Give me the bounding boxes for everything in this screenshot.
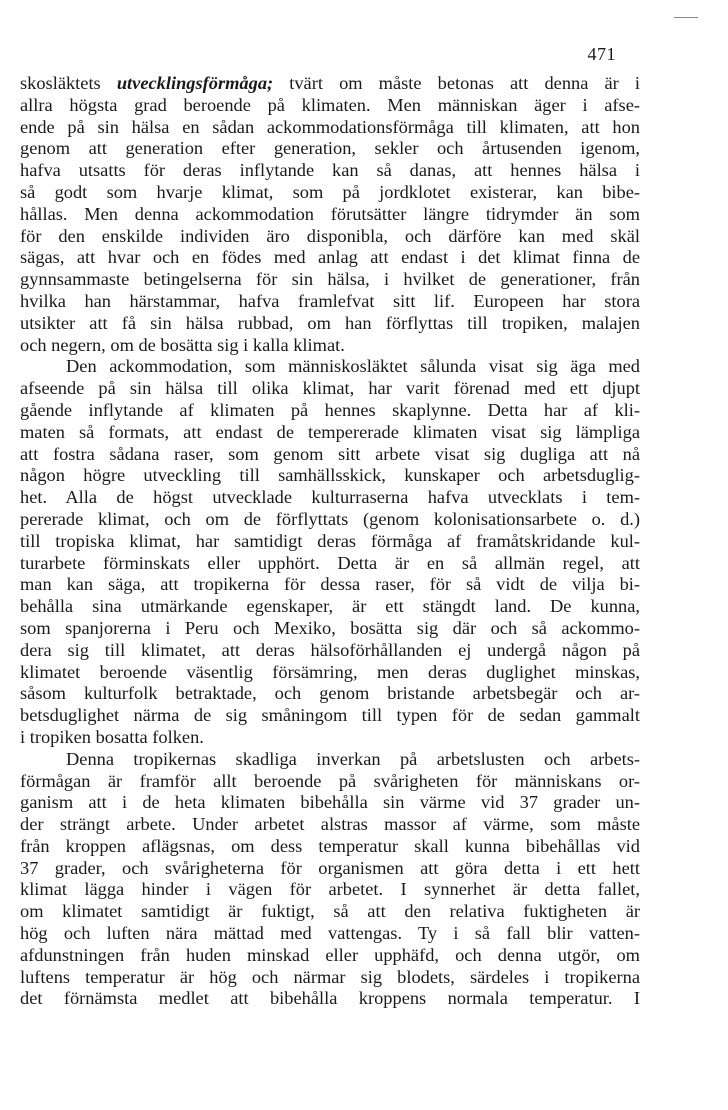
text-line: till tropiska klimat, har samtidigt deras förmåga af framåtskridande kul- xyxy=(20,530,640,551)
text-line: hög och luften nära mättad med vattengas. Ty i så fall blir vatten- xyxy=(20,923,640,944)
text-line: om klimatet samtidigt är fuktigt, så att den relativa fuktigheten är xyxy=(20,901,640,922)
paragraph-end-line: i tropiken bosatta folken. xyxy=(20,726,204,747)
text-line: hvilka han härstammar, hafva framlefvat sitt lif. Europeen har stora xyxy=(20,290,640,311)
text-line: som spanjorerna i Peru och Mexiko, bosätta sig där och så ackommo- xyxy=(20,617,640,638)
paragraph-start-line: Den ackommodation, som människosläktet sålunda visat sig äga med xyxy=(66,356,640,377)
text-line: ganism att i de heta klimaten bibehålla sin värme vid 37 grader un- xyxy=(20,792,640,813)
text-line: luftens temperatur är hög och närmar sig blodets, särdeles i tropikerna xyxy=(20,966,640,987)
text-line: förmågan är framför allt beroende på svårigheten för människans or- xyxy=(20,770,640,791)
text-line: der strängt arbete. Under arbetet alstras massor af värme, som måste xyxy=(20,814,640,835)
text-line: allra högsta grad beroende på klimaten. Men människan äger i afse- xyxy=(20,94,640,115)
text-line: hållas. Men denna ackommodation förutsätter längre tidrymder än som xyxy=(20,203,640,224)
text-line: från kroppen aflägsnas, om dess temperatur skall kunna bibehållas vid xyxy=(20,835,640,856)
paragraph-end-line: och negern, om de bosätta sig i kalla klimat. xyxy=(20,334,345,355)
text-line: så godt som hvarje klimat, som på jordklotet existerar, kan bibe- xyxy=(20,181,640,202)
text-line: hafva utsatts för deras inflytande kan så danas, att hennes hälsa i xyxy=(20,160,640,181)
text-line: såsom kulturfolk betraktade, och genom bristande arbetsbegär och ar- xyxy=(20,683,640,704)
text-line: man kan säga, att tropikerna för dessa raser, för så vidt de vilja bi- xyxy=(20,574,640,595)
text-line: het. Alla de högst utvecklade kulturraserna hafva utvecklats i tem- xyxy=(20,487,640,508)
text-line: klimatet beroende väsentlig försämring, men deras duglighet minskas, xyxy=(20,661,640,682)
text-line: utsikter att få sin hälsa rubbad, om han förflyttas till tropiken, malajen xyxy=(20,312,640,333)
text-line: klimat lägga hinder i vägen för arbetet. I synnerhet är detta fallet, xyxy=(20,879,640,900)
text-line: pererade klimat, och om de förflyttats (genom kolonisationsarbete o. d.) xyxy=(20,508,640,529)
text-line: turarbete förminskats eller upphört. Detta är en så allmän regel, att xyxy=(20,552,640,573)
text-line: 37 grader, och svårigheterna för organismen att göra detta i ett hett xyxy=(20,857,640,878)
text-line: afseende på sin hälsa till olika klimat, har varit förenad med ett djupt xyxy=(20,378,640,399)
text-line: maten så formats, att endast de tempererade klimaten visat sig lämpliga xyxy=(20,421,640,442)
text-line: afdunstningen från huden minskad eller upphäfd, och denna utgör, om xyxy=(20,944,640,965)
page-number: 471 xyxy=(587,44,616,64)
text-line: genom att generation efter generation, sekler och årtusenden igenom, xyxy=(20,138,640,159)
text-line: det förnämsta medlet att bibehålla kroppens normala temperatur. I xyxy=(20,988,640,1009)
paragraph-start-line: Denna tropikernas skadliga inverkan på arbetslusten och arbets- xyxy=(66,748,640,769)
body-text xyxy=(20,73,640,1010)
text-line: betsduglighet närma de sig småningom till typen för de sedan gammalt xyxy=(20,705,640,726)
emphasized-term: utvecklingsförmåga; xyxy=(116,73,274,93)
text-line: någon högre utveckling till samhällsskick, kunskaper och arbetsduglig- xyxy=(20,465,640,486)
text-line: gynnsammaste betingelserna för sin hälsa, i hvilket de generationer, från xyxy=(20,269,640,290)
text-line: skosläktets utvecklingsförmåga; tvärt om måste betonas att denna är i xyxy=(20,73,640,93)
scan-edge-mark xyxy=(674,17,698,18)
text-line: för den enskilde individen äro disponibla, och därföre kan med skäl xyxy=(20,225,640,246)
text-line: gående inflytande af klimaten på hennes skaplynne. Detta har af kli- xyxy=(20,399,640,420)
text-line: ende på sin hälsa en sådan ackommodationsförmåga till klimaten, att hon xyxy=(20,116,640,137)
text-line: sägas, att hvar och en födes med anlag att endast i det klimat finna de xyxy=(20,247,640,268)
text-line: behålla sina utmärkande egenskaper, är ett stängdt land. De kunna, xyxy=(20,596,640,617)
text-line: att fostra sådana raser, som genom sitt arbete visat sig dugliga att nå xyxy=(20,443,640,464)
text-line: dera sig till klimatet, att deras hälsoförhållanden ej undergå någon på xyxy=(20,639,640,660)
